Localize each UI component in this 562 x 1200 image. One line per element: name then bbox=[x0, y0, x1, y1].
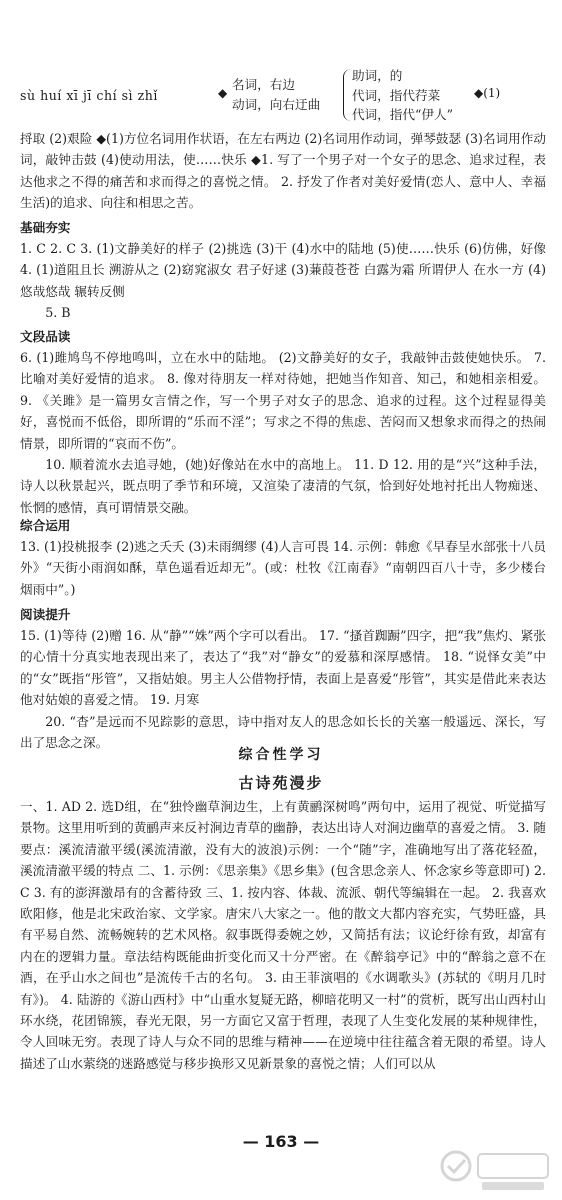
brace-item: 代词，指代荇菜 bbox=[352, 87, 441, 103]
diamond-bullet: ◆ bbox=[218, 86, 228, 100]
paragraph: 10. 顺着流水去追寻她，(她)好像站在水中的高地上。 11. D 12. 用的是“兴”这种手法，诗人以秋景起兴，既点明了季节和环境，又渲染了凄清的气氛，恰到好处地衬托出人物痴迷、怅惘的感情，真可谓情景交融。 bbox=[20, 457, 546, 515]
section-body bbox=[20, 625, 546, 753]
brace-item: 名词，右边 bbox=[232, 77, 295, 92]
paragraph: 5. B bbox=[45, 305, 71, 321]
section-title: 综合运用 bbox=[20, 518, 71, 533]
pinyin-brace-line bbox=[20, 66, 546, 128]
section-title: 阅读提升 bbox=[20, 607, 71, 622]
paragraph: 6. (1)雎鸠鸟不停地鸣叫，立在水中的陆地。 (2)文静美好的女子，我敲钟击鼓使她快乐。 7. 比喻对美好爱情的追求。 8. 像对待朋友一样对待她，把她当作知音、知己，和她相亲相爱。 9. 《关雎》是一篇男女言情之作，写一个男子对女子的思念、追求的过程。这个过程显得美好，喜悦而不低俗，即所谓的“乐而不淫”；写求之不得的焦虑、苦闷而又想象求而得之的热闹情景，即所谓的“哀而不伤”。 bbox=[20, 350, 546, 451]
section-body bbox=[20, 238, 546, 324]
section-title: 基础夯实 bbox=[20, 220, 71, 235]
brace-group-2 bbox=[352, 66, 453, 125]
watermark-logo-icon bbox=[434, 1144, 554, 1194]
brace-item: 助词，的 bbox=[352, 68, 403, 83]
paragraph: 20. “杳”是远而不见踪影的意思，诗中指对友人的思念如长长的关塞一般遥远、深长，写出了思念之深。 bbox=[20, 713, 546, 751]
paragraph: 1. C 2. C 3. (1)文静美好的样子 (2)挑选 (3)干 (4)水中的陆地 (5)使……快乐 (6)仿佛，好像 4. (1)道阻且长 溯游从之 (2)窈窕淑女 君子好逑 (3)蒹葭苍苍 白露为霜 所谓伊人 在水一方 (4)悠哉悠哉 辗转反侧 bbox=[20, 241, 546, 299]
paragraph: 一、1. AD 2. 选D组，在“独怜幽草涧边生，上有黄鹂深树鸣”两句中，运用了视觉、听觉描写景物。这里用听到的黄鹂声来反衬涧边青草的幽静，表达出诗人对涧边幽草的喜爱之情。 3. 随 要点：溪流清澈平缓(溪流清澈，没有大的波浪)示例：一个“随”字，准确地写出了落花轻盈，溪流清澈平缓的特点 二、1. 示例：《思亲集》《思乡集》(包含思念亲人、怀念家乡等意即可) 2. C 3. 有的澎湃激昂有的含蓄待致 三、1. 按内容、体裁、流派、朝代等编辑在一起。 2. 我喜欢欧阳修，他是北宋政治家、文学家。唐宋八大家之一。他的散文大都内容充实，气势旺盛，具有平易自然、流畅婉转的艺术风格。叙事既得委婉之妙，又简括有法；议论纡徐有致，却富有内在的逻辑力量。章法结构既能曲折变化而又十分严密。在《醉翁亭记》中的“醉翁之意不在酒，在乎山水之间也”是流传千古的名句。 3. 由王菲演唱的《水调歌头》(苏轼的《明月几时有》)。 4. 陆游的《游山西村》中“山重水复疑无路，柳暗花明又一村”的赏析，既写出山西村山环水绕，花团锦簇，春光无限，另一方面它又富于哲理，表现了人生变化发展的某种规律性，令人回味无穷。表现了诗人与众不同的思维与精神——在逆境中往往蕴含着无限的希望。诗人描述了山水萦绕的迷路感觉与移步换形又见新景象的喜悦之情；人们可以从 bbox=[20, 799, 546, 1071]
section-body bbox=[20, 536, 546, 600]
paragraph: 15. (1)等待 (2)赠 16. 从“静”“姝”两个字可以看出。 17. “搔首踟蹰”四字，把“我”焦灼、紧张的心情十分真实地表现出来了，表达了“我”对“静女”的爱慕和深厚感情。 18. “说怿女美”中的“女”既指“彤管”，又指姑娘。男主人公借物抒情，表面上是喜爱“彤管”，其实是借此来表达他对姑娘的喜爱之情。 19. 月寒 bbox=[20, 628, 546, 708]
page-number: — 163 — bbox=[242, 1132, 320, 1151]
brace-item: 代词，指代“伊人” bbox=[352, 107, 454, 122]
section-body bbox=[20, 796, 546, 1074]
brace-group-1 bbox=[232, 75, 320, 115]
pinyin-text: sù huí xī jī chí sì zhǐ bbox=[20, 88, 158, 103]
paragraph: 捋取 (2)艰险 ◆(1)方位名词用作状语，在左右两边 (2)名词用作动词，弹琴鼓瑟 (3)名词用作动词，敲钟击鼓 (4)使动用法，使……快乐 ◆1. 写了一个男子对一个女子的思念、追求过程，表达他求之不得的痛苦和求而得之的喜悦之情。 2. 抒发了作者对美好爱情(恋人、意中人、幸福生活)的追求、向往和相思之苦。 bbox=[20, 131, 546, 211]
section-title: 文段品读 bbox=[20, 329, 71, 344]
brace-item: 动词，向右迂曲 bbox=[232, 97, 321, 112]
diamond-bullet: ◆(1) bbox=[474, 86, 501, 100]
chapter-subtitle: 古诗苑漫步 bbox=[238, 774, 324, 792]
brace-bracket bbox=[343, 69, 352, 121]
chapter-title: 综合性学习 bbox=[238, 747, 324, 763]
intro-paragraph bbox=[20, 128, 546, 214]
paragraph: 13. (1)投桃报李 (2)逃之夭夭 (3)未雨绸缪 (4)人言可畏 14. 示例：韩愈《早春呈水部张十八员外》“天街小雨润如酥，草色遥看近却无”。(或：杜牧《江南春》“南朝四百八十寺，多少楼台烟雨中”。) bbox=[20, 539, 546, 597]
section-body bbox=[20, 347, 546, 518]
